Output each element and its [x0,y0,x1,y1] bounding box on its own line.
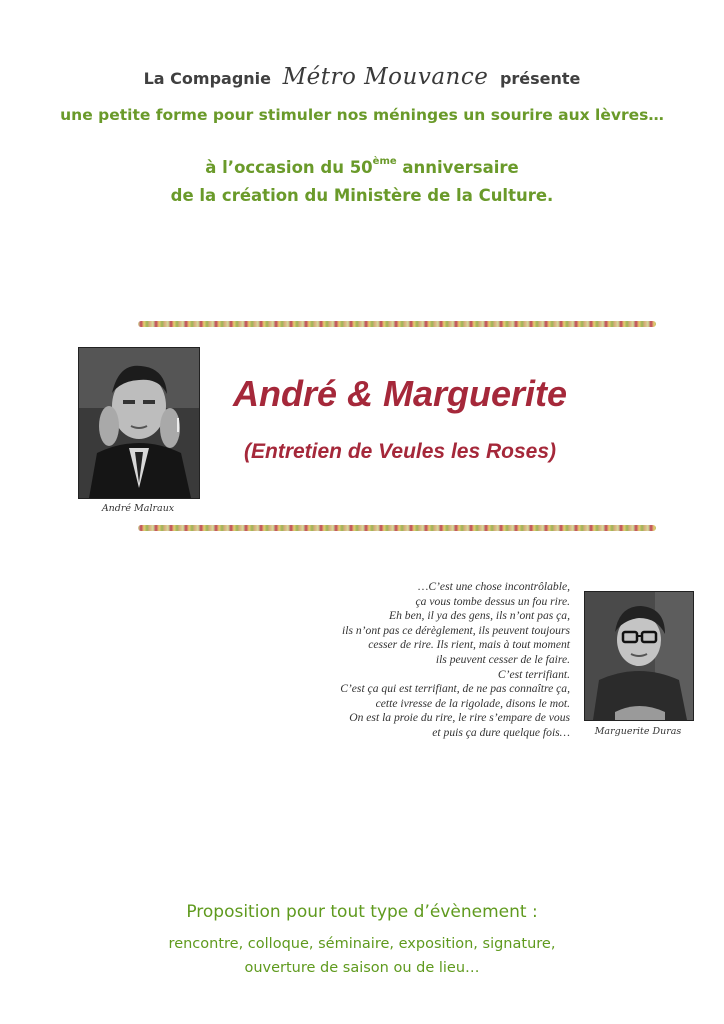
occasion-line-2: de la création du Ministère de la Culture. [170,186,554,205]
proposal-details [0,932,724,980]
duras-portrait-icon [585,592,693,720]
duras-photo [584,591,694,721]
show-title: André & Marguerite [232,373,568,414]
quote-line: et puis ça dure quelque fois… [432,725,570,739]
ordinal-suffix: ème [372,156,397,167]
presenter-line [0,64,724,90]
presenter-suffix: présente [499,69,581,88]
malraux-photo [78,347,200,499]
duras-caption: Marguerite Duras [594,726,682,737]
occasion [0,148,724,210]
quote-line: ils n’ont pas ce dérèglement, ils peuvent toujours [342,623,570,637]
quote-line: …C’est une chose incontrôlable, [418,580,570,593]
malraux-caption: André Malraux [101,503,175,514]
company-logo: Métro Mouvance [282,64,489,90]
show-subtitle: (Entretien de Veules les Roses) [244,440,556,463]
quote-line: Eh ben, il ya des gens, ils n’ont pas ça, [389,609,570,623]
quote-line: ils peuvent cesser de le faire. [435,652,570,666]
decorative-garland-bottom [138,525,656,531]
presenter-prefix: La Compagnie [143,69,271,88]
malraux-portrait-icon [79,348,199,498]
quote-line: C’est terrifiant. [497,667,570,681]
quote-line: cette ivresse de la rigolade, disons le mot. [375,696,570,710]
decorative-garland-top [138,321,656,327]
proposal-line-2: ouverture de saison ou de lieu… [244,960,480,976]
quote-line: On est la proie du rire, le rire s’empare de vous [349,711,570,725]
tagline: une petite forme pour stimuler nos méninges un sourire aux lèvres… [60,106,664,124]
quote-line: C’est ça qui est terrifiant, de ne pas connaître ça, [340,682,570,696]
duras-quote [270,580,570,741]
quote-line: cesser de rire. Ils rient, mais à tout moment [368,638,570,652]
proposal-heading: Proposition pour tout type d’évènement : [186,902,538,922]
occasion-line-1: à l’occasion du 50ème anniversaire [205,156,519,177]
quote-line: ça vous tombe dessus un fou rire. [415,594,570,608]
proposal-line-1: rencontre, colloque, séminaire, exposition, signature, [168,936,556,952]
